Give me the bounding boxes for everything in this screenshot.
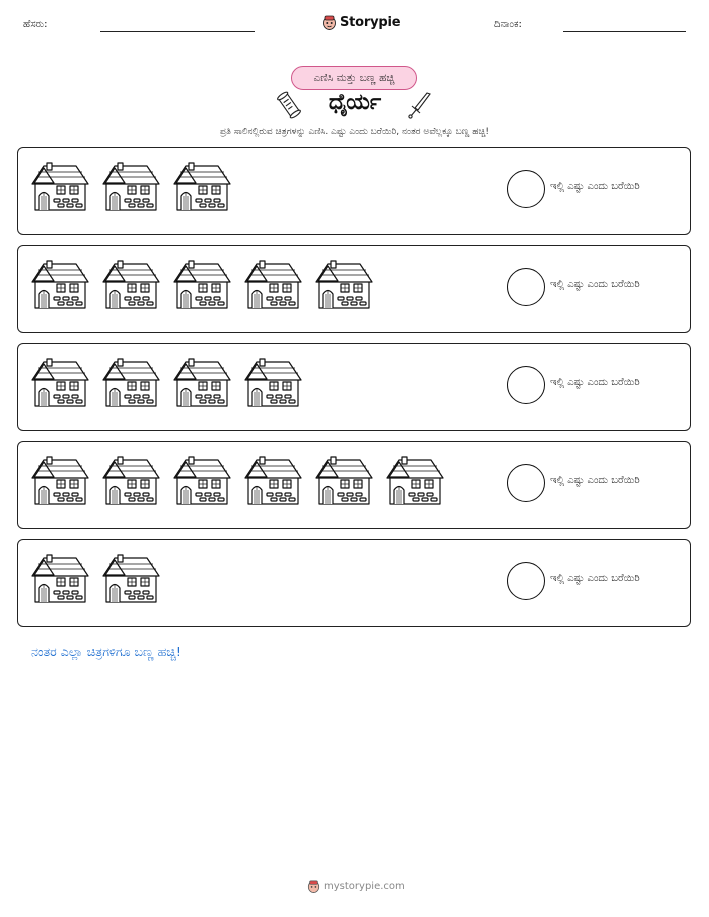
counting-row (17, 343, 691, 431)
answer-circle[interactable] (507, 366, 545, 404)
house-picture[interactable] (243, 358, 303, 408)
house-picture[interactable] (30, 162, 90, 212)
storypie-mascot-icon (307, 879, 320, 894)
site-url: mystorypie.com (324, 881, 405, 892)
answer-prompt: ಇಲ್ಲಿ ಎಷ್ಟು ಎಂದು ಬರೆಯಿರಿ (550, 181, 640, 192)
house-picture[interactable] (101, 554, 161, 604)
house-picture[interactable] (243, 260, 303, 310)
date-label: ದಿನಾಂಕ: (494, 19, 522, 30)
activity-badge: ಎಣಿಸಿ ಮತ್ತು ಬಣ್ಣ ಹಚ್ಚಿ (291, 66, 417, 90)
house-picture[interactable] (172, 358, 232, 408)
instructions: ಪ್ರತಿ ಸಾಲಿನಲ್ಲಿರುವ ಚಿತ್ರಗಳನ್ನು ಎಣಿಸಿ. ಎಷ್ಟು ಎಂದು ಬರೆಯಿರಿ, ನಂತರ ಅವೆಲ್ಲಕ್ಕೂ ಬಣ್ಣ ಹಚ್ಚಿ! (220, 127, 489, 137)
house-picture[interactable] (101, 358, 161, 408)
house-picture[interactable] (30, 554, 90, 604)
house-picture[interactable] (314, 260, 374, 310)
house-picture[interactable] (243, 456, 303, 506)
name-label: ಹೆಸರು: (23, 19, 48, 30)
house-group (30, 358, 303, 408)
footer-note: ನಂತರ ಎಲ್ಲಾ ಚಿತ್ರಗಳಿಗೂ ಬಣ್ಣ ಹಚ್ಚಿ! (31, 644, 181, 659)
counting-row (17, 441, 691, 529)
answer-prompt: ಇಲ್ಲಿ ಎಷ್ಟು ಎಂದು ಬರೆಯಿರಿ (550, 377, 640, 388)
house-group (30, 456, 445, 506)
counting-row (17, 245, 691, 333)
house-picture[interactable] (385, 456, 445, 506)
title-row (270, 90, 440, 122)
house-picture[interactable] (30, 456, 90, 506)
answer-prompt: ಇಲ್ಲಿ ಎಷ್ಟು ಎಂದು ಬರೆಯಿರಿ (550, 475, 640, 486)
answer-circle[interactable] (507, 464, 545, 502)
site-credit (307, 879, 405, 894)
house-group (30, 554, 161, 604)
house-picture[interactable] (314, 456, 374, 506)
answer-prompt: ಇಲ್ಲಿ ಎಷ್ಟು ಎಂದು ಬರೆಯಿರಿ (550, 573, 640, 584)
house-group (30, 260, 374, 310)
page-title: ಧೈರ್ಯ (328, 90, 382, 115)
house-picture[interactable] (101, 162, 161, 212)
house-picture[interactable] (101, 260, 161, 310)
house-picture[interactable] (30, 260, 90, 310)
answer-prompt: ಇಲ್ಲಿ ಎಷ್ಟು ಎಂದು ಬರೆಯಿರಿ (550, 279, 640, 290)
answer-circle[interactable] (507, 170, 545, 208)
logo-text: Storypie (340, 14, 401, 30)
answer-circle[interactable] (507, 268, 545, 306)
date-field[interactable] (563, 31, 686, 32)
counting-row (17, 539, 691, 627)
counting-row (17, 147, 691, 235)
storypie-mascot-icon (322, 14, 337, 31)
house-picture[interactable] (172, 162, 232, 212)
answer-circle[interactable] (507, 562, 545, 600)
house-group (30, 162, 232, 212)
storypie-logo (322, 13, 400, 31)
house-picture[interactable] (172, 456, 232, 506)
house-picture[interactable] (30, 358, 90, 408)
house-picture[interactable] (172, 260, 232, 310)
house-picture[interactable] (101, 456, 161, 506)
name-field[interactable] (100, 31, 255, 32)
sword-icon (406, 91, 434, 125)
